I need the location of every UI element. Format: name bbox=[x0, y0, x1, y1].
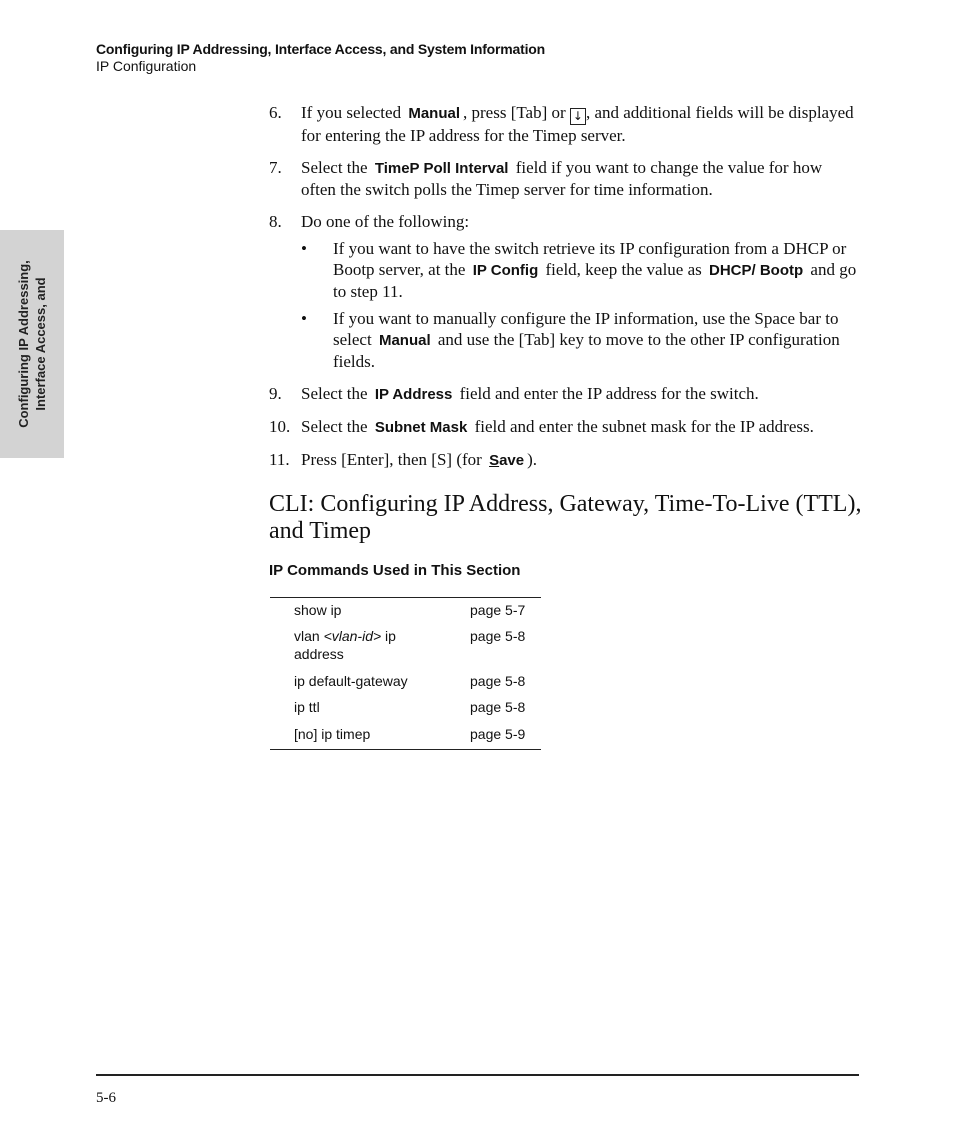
step-text: Do one of the following: bbox=[301, 212, 470, 231]
field-name-timep-poll-interval: TimeP Poll Interval bbox=[374, 160, 509, 177]
chapter-side-tab-label bbox=[15, 230, 49, 458]
step-text: If you selected bbox=[301, 103, 402, 122]
command-variable: <vlan-id> bbox=[323, 628, 382, 644]
page-ref-cell: page 5-7 bbox=[470, 602, 526, 618]
page-ref-cell: page 5-8 bbox=[470, 673, 526, 689]
table-row bbox=[270, 672, 541, 698]
step-text: Press [Enter], then [S] (for bbox=[301, 450, 482, 469]
step-text: Select the bbox=[301, 417, 368, 436]
chapter-side-tab bbox=[0, 230, 64, 458]
running-header-subtitle: IP Configuration bbox=[96, 58, 197, 74]
side-tab-line-2: Interface Access, and bbox=[33, 277, 48, 411]
step-7 bbox=[269, 157, 861, 200]
bullet-dhcp-option bbox=[301, 238, 861, 302]
step-9 bbox=[269, 383, 861, 405]
bullet-manual-option bbox=[301, 308, 861, 372]
field-name-ip-config: IP Config bbox=[472, 262, 539, 279]
table-row bbox=[270, 698, 541, 725]
bullet-dot: • bbox=[301, 239, 307, 258]
bullet-text: and use the [Tab] key to move to the other IP configuration fields. bbox=[333, 330, 840, 371]
field-name-ip-address: IP Address bbox=[374, 386, 453, 403]
step-text: ). bbox=[527, 450, 538, 469]
bullet-dot: • bbox=[301, 309, 307, 328]
save-label-rest: ave bbox=[499, 452, 525, 469]
running-header-title: Configuring IP Addressing, Interface Access, and System Information bbox=[96, 41, 545, 57]
step-10 bbox=[269, 416, 861, 438]
section-title: CLI: Configuring IP Address, Gateway, Time-To-Live (TTL), and Timep bbox=[269, 491, 862, 544]
page-ref-cell: page 5-8 bbox=[470, 699, 526, 715]
step-number: 8. bbox=[269, 212, 282, 231]
bullet-text: and go to step 11. bbox=[333, 260, 857, 301]
subsection-title: IP Commands Used in This Section bbox=[269, 562, 521, 579]
command-text: ip address bbox=[294, 628, 396, 662]
bullet-text: If you want to have the switch retrieve its IP configuration from a DHCP or Bootp server, at the bbox=[333, 239, 847, 279]
step-11 bbox=[269, 449, 861, 471]
field-name-subnet-mask: Subnet Mask bbox=[374, 419, 468, 436]
step-8 bbox=[269, 211, 861, 372]
command-cell bbox=[270, 627, 446, 672]
table-row bbox=[270, 627, 541, 672]
value-dhcp-bootp: DHCP/ Bootp bbox=[709, 262, 804, 279]
table-row bbox=[270, 725, 541, 750]
step-text: , press [Tab] or bbox=[463, 103, 566, 122]
field-name-manual: Manual bbox=[408, 105, 461, 122]
ip-commands-table bbox=[270, 597, 541, 750]
footer-rule bbox=[96, 1074, 859, 1076]
step-6 bbox=[269, 102, 861, 146]
step-number: 9. bbox=[269, 384, 282, 403]
bullet-text: field, keep the value as bbox=[545, 260, 702, 279]
down-arrow-key-icon: ↓ bbox=[570, 108, 586, 125]
step-number: 7. bbox=[269, 158, 282, 177]
step-number: 10. bbox=[269, 417, 291, 436]
steps-list bbox=[269, 102, 861, 482]
save-hotkey-letter: S bbox=[489, 452, 500, 469]
step-text: field and enter the subnet mask for the IP address. bbox=[474, 417, 814, 436]
value-manual: Manual bbox=[378, 332, 431, 349]
page-ref-cell: page 5-9 bbox=[470, 726, 526, 742]
page-number: 5-6 bbox=[96, 1090, 116, 1106]
page-ref-cell: page 5-8 bbox=[470, 628, 526, 644]
side-tab-line-1: Configuring IP Addressing, bbox=[16, 260, 31, 428]
command-cell: ip ttl bbox=[294, 699, 320, 715]
step-text: , and additional fields will be displayed for entering the IP address for the Timep server. bbox=[301, 103, 854, 145]
step-text: field if you want to change the value for how often the switch polls the Timep server for time information. bbox=[301, 158, 823, 199]
command-cell: ip default-gateway bbox=[294, 673, 408, 689]
command-cell: [no] ip timep bbox=[294, 726, 371, 742]
command-cell: show ip bbox=[294, 602, 342, 618]
bullet-text: If you want to manually configure the IP information, use the Space bar to select bbox=[333, 309, 839, 349]
step-text: Select the bbox=[301, 384, 368, 403]
command-text: vlan bbox=[294, 628, 324, 644]
command-save bbox=[489, 452, 524, 469]
step-text: Select the bbox=[301, 158, 368, 177]
table-row bbox=[270, 598, 541, 628]
step-text: field and enter the IP address for the switch. bbox=[459, 384, 759, 403]
step-number: 6. bbox=[269, 103, 282, 122]
step-number: 11. bbox=[269, 450, 290, 469]
